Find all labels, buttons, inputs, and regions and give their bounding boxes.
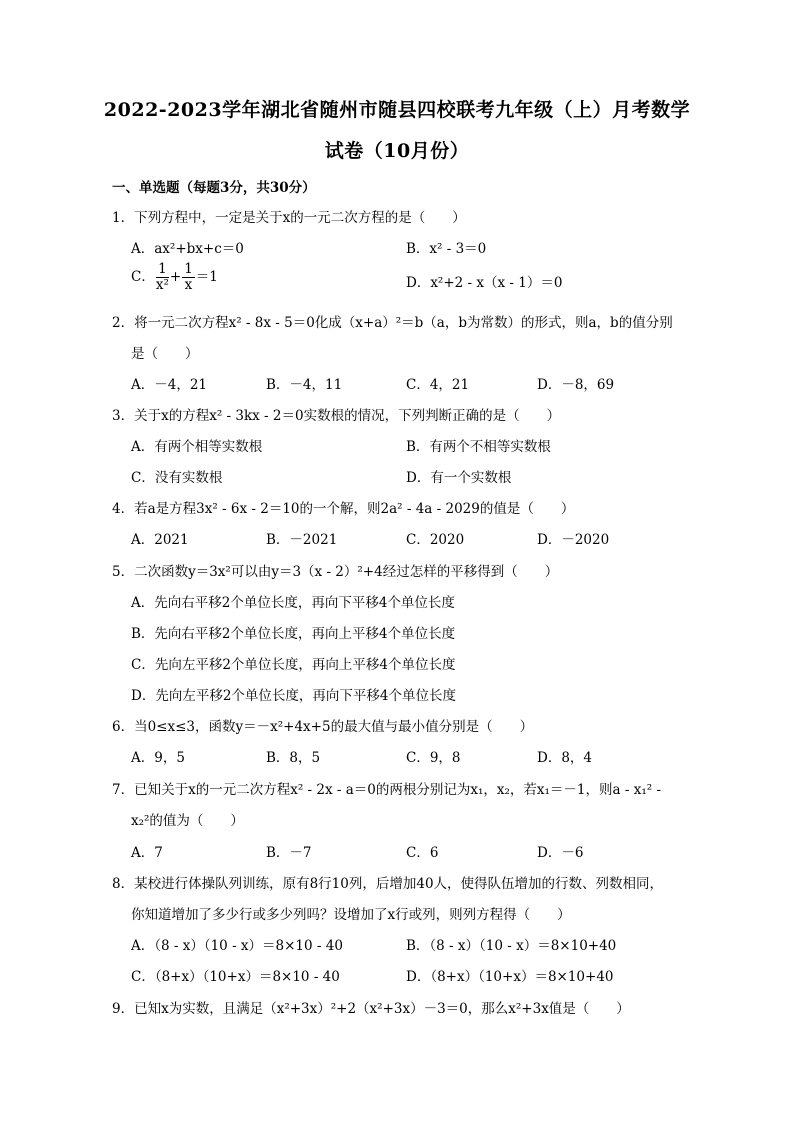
question-8-option-d: D．（8+x）（10+x）＝8×10+40 (406, 969, 614, 985)
question-1-option-a: A．ax²+bx+c＝0 (131, 241, 244, 257)
option-c-label: C． (131, 269, 155, 285)
equals-one: ＝1 (195, 269, 218, 285)
question-7-option-a: A．7 (131, 845, 163, 861)
question-2-option-c: C．4，21 (406, 377, 470, 393)
question-5-option-d: D．先向左平移2个单位长度，再向下平移4个单位长度 (131, 688, 457, 704)
question-7-stem-line2: x₂²的值为（ ） (131, 813, 244, 829)
question-1-stem: 1．下列方程中，一定是关于x的一元二次方程的是（ ） (112, 210, 466, 226)
question-3-option-d: D．有一个实数根 (406, 470, 512, 486)
fraction-1-numerator: 1 (156, 262, 169, 278)
question-3-option-b: B．有两个不相等实数根 (406, 439, 551, 455)
fraction-2-numerator: 1 (184, 261, 193, 277)
question-3-option-c: C．没有实数根 (131, 470, 223, 486)
question-1-option-d: D．x²+2 - x（x - 1）＝0 (406, 275, 563, 291)
question-9-stem: 9．已知x为实数，且满足（x²+3x）²+2（x²+3x）－3＝0，那么x²+3x值是（ ） (112, 1001, 630, 1017)
question-8-stem-line1: 8．某校进行体操队列训练，原有8行10列，后增加40人，使得队伍增加的行数、列数相同， (112, 876, 664, 892)
fraction-1-denominator: x² (155, 277, 169, 293)
question-6-option-a: A．9，5 (131, 750, 185, 766)
fraction-1 (156, 262, 169, 293)
question-4-stem: 4．若a是方程3x² - 6x - 2＝10的一个解，则2a² - 4a - 2029的值是（ ） (112, 501, 575, 517)
question-6-stem: 6．当0≤x≤3，函数y＝－x²+4x+5的最大值与最小值分别是（ ） (112, 719, 534, 735)
question-3-stem: 3．关于x的方程x² - 3kx - 2＝0实数根的情况，下列判断正确的是（ ） (112, 408, 561, 424)
question-7-option-d: D．－6 (537, 845, 584, 861)
question-7-stem-line1: 7．已知关于x的一元二次方程x² - 2x - a＝0的两根分别记为x₁，x₂，若x₁＝－1，则a - x₁² - (112, 782, 662, 798)
question-2-option-a: A．－4，21 (131, 377, 208, 393)
question-4-option-b: B．－2021 (266, 532, 338, 548)
plus-sign: + (169, 269, 182, 285)
fraction-2-denominator: x (184, 277, 193, 293)
question-4-option-c: C．2020 (406, 532, 465, 548)
question-7-option-c: C．6 (406, 845, 439, 861)
question-5-option-b: B．先向右平移2个单位长度，再向上平移4个单位长度 (131, 626, 456, 642)
exam-title-line1: 2022-2023学年湖北省随州市随县四校联考九年级（上）月考数学 (103, 99, 691, 121)
question-5-option-a: A．先向右平移2个单位长度，再向下平移4个单位长度 (131, 595, 455, 611)
question-6-option-d: D．8，4 (537, 750, 593, 766)
question-1-option-c (131, 262, 218, 293)
question-2-stem-line1: 2．将一元二次方程x² - 8x - 5＝0化成（x+a）²＝b（a，b为常数）的形式，则a，b的值分别 (112, 315, 673, 331)
fraction-2 (182, 262, 195, 293)
question-5-option-c: C．先向左平移2个单位长度，再向上平移4个单位长度 (131, 657, 456, 673)
question-6-option-c: C．9，8 (406, 750, 461, 766)
question-5-stem: 5．二次函数y＝3x²可以由y＝3（x - 2）²+4经过怎样的平移得到（ ） (112, 564, 559, 580)
section-heading: 一、单选题（每题3分，共30分） (112, 180, 316, 196)
question-3-option-a: A．有两个相等实数根 (131, 439, 263, 455)
question-8-option-c: C．（8+x）（10+x）＝8×10 - 40 (131, 969, 340, 985)
exam-title-line2: 试卷（10月份） (324, 140, 470, 162)
question-1-option-b: B．x² - 3＝0 (406, 241, 487, 257)
question-8-option-b: B．（8 - x）（10 - x）＝8×10+40 (406, 938, 617, 954)
question-2-stem-line2: 是（ ） (131, 346, 199, 362)
question-8-stem-line2: 你知道增加了多少行或多少列吗？设增加了x行或列，则列方程得（ ） (131, 907, 571, 923)
question-4-option-a: A．2021 (131, 532, 189, 548)
question-6-option-b: B．8，5 (266, 750, 321, 766)
question-8-option-a: A．（8 - x）（10 - x）＝8×10 - 40 (131, 938, 343, 954)
question-2-option-d: D．－8，69 (537, 377, 615, 393)
question-2-option-b: B．－4，11 (266, 377, 343, 393)
question-4-option-d: D．－2020 (537, 532, 610, 548)
question-7-option-b: B．－7 (266, 845, 312, 861)
